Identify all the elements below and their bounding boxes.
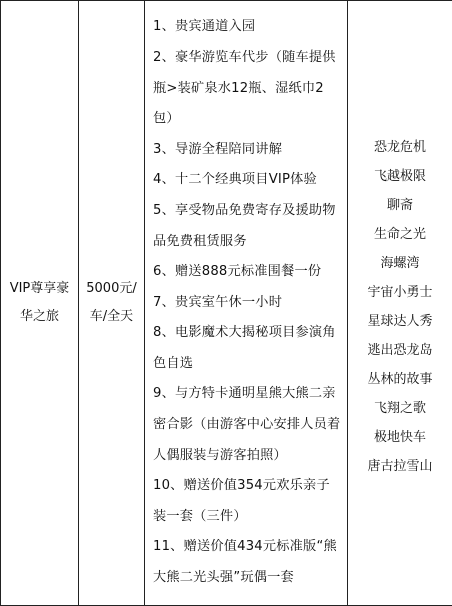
service-item: 1、贵宾通道入园: [153, 19, 256, 35]
services-cell: [145, 1, 348, 606]
project-item: 聊斋: [386, 198, 413, 213]
service-item: 10、赠送价值354元欢乐亲子装一套（三件）: [153, 478, 330, 524]
package-price-cell: [79, 1, 145, 606]
service-item: 4、十二个经典项目VIP体验: [153, 172, 317, 188]
project-item: 唐古拉雪山: [367, 459, 433, 474]
project-item: 飞越极限: [373, 169, 426, 184]
projects-cell: [348, 1, 452, 606]
service-item: 11、赠送价值434元标准版“熊大熊二光头强”玩偶一套: [153, 539, 337, 586]
project-item: 生命之光: [373, 227, 426, 242]
project-item: 飞翔之歌: [373, 401, 426, 416]
service-item: 6、赠送888元标准围餐一份: [153, 264, 322, 280]
service-item: 7、贵宾室午休一小时: [153, 294, 283, 310]
project-item: 逃出恐龙岛: [367, 343, 433, 358]
package-name: VIP尊享豪华之旅: [9, 281, 70, 324]
service-item: 3、导游全程陪同讲解: [153, 141, 283, 157]
package-price: 5000元/车/全天: [86, 281, 137, 324]
service-item: 8、电影魔术大揭秘项目参演角色自选: [153, 325, 336, 371]
project-item: 宇宙小勇士: [367, 285, 433, 300]
project-item: 丛林的故事: [367, 372, 433, 387]
project-list: [348, 125, 452, 481]
service-item: 9、与方特卡通明星熊大熊二亲密合影（由游客中心安排人员着人偶服装与游客拍照）: [153, 386, 341, 463]
project-item: 星球达人秀: [367, 314, 433, 329]
package-name-cell: [1, 1, 79, 606]
service-item: 5、享受物品免费寄存及援助物品免费租赁服务: [153, 202, 336, 249]
project-item: 恐龙危机: [373, 140, 426, 155]
project-item: 海螺湾: [380, 256, 420, 271]
table-row: [1, 1, 452, 606]
project-item: 极地快车: [373, 430, 426, 445]
service-item: 2、豪华游览车代步（随车提供瓶>装矿泉水12瓶、湿纸巾2包）: [153, 49, 336, 127]
